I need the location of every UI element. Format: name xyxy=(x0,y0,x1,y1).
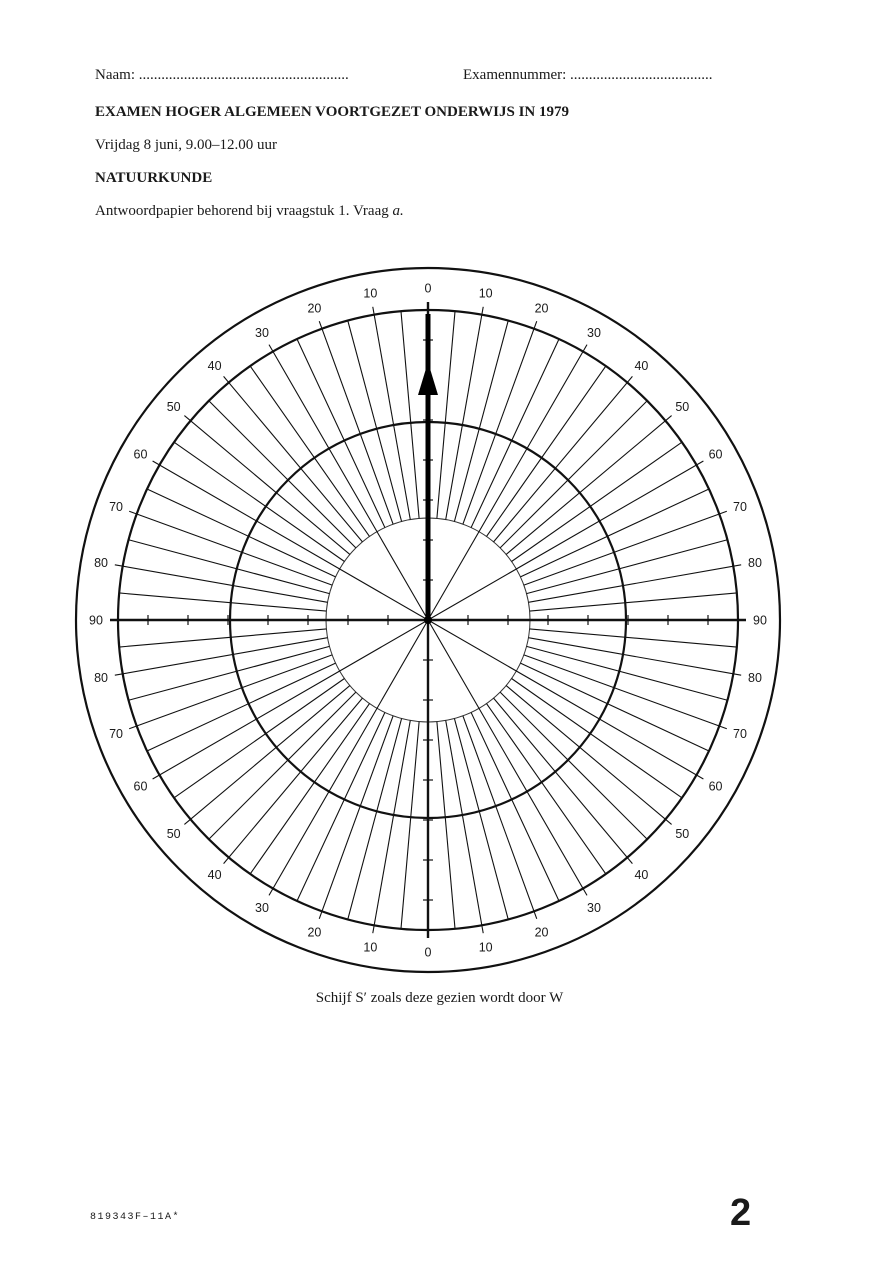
radial-line xyxy=(487,704,606,874)
angle-label: 20 xyxy=(534,925,549,940)
angle-label: 50 xyxy=(166,400,181,415)
arrow-head-icon xyxy=(418,362,438,395)
page-number: 2 xyxy=(730,1192,752,1234)
radial-line xyxy=(401,722,419,929)
radial-line xyxy=(184,416,349,555)
angle-label: 40 xyxy=(634,359,649,374)
radial-line xyxy=(437,311,455,518)
radial-line xyxy=(119,593,326,611)
angle-label: 20 xyxy=(307,925,322,940)
radial-line xyxy=(224,698,363,863)
radial-line xyxy=(446,307,484,520)
angle-label: 90 xyxy=(89,613,103,628)
angle-label: 80 xyxy=(94,555,108,570)
examennummer-field: Examennummer: ...................................... xyxy=(463,67,713,83)
radial-line xyxy=(512,679,682,798)
radial-line xyxy=(373,307,411,520)
angle-label: 10 xyxy=(363,286,378,301)
radial-line xyxy=(520,663,709,751)
center-point xyxy=(424,616,432,624)
radial-line xyxy=(528,565,741,603)
angle-label: 90 xyxy=(753,613,767,628)
instruction-prefix: Antwoordpapier behorend bij vraagstuk 1. Vraag xyxy=(95,203,393,219)
angle-label: 80 xyxy=(94,671,108,686)
radial-line xyxy=(297,712,385,901)
angle-label: 50 xyxy=(675,826,690,841)
angle-label: 40 xyxy=(207,867,222,882)
radial-line xyxy=(528,638,741,676)
angle-label: 70 xyxy=(733,499,747,514)
angle-label: 80 xyxy=(748,671,762,686)
angle-label: 50 xyxy=(166,826,181,841)
naam-field: Naam: ........................................................ xyxy=(95,67,349,83)
radial-line xyxy=(506,416,671,555)
radial-line xyxy=(115,638,328,676)
radial-line xyxy=(494,376,633,541)
exam-title: EXAMEN HOGER ALGEMEEN VOORTGEZET ONDERWIJS IN 1979 xyxy=(95,104,570,120)
angle-label: 10 xyxy=(478,940,493,955)
radial-line xyxy=(520,489,709,577)
angle-label: 30 xyxy=(587,325,601,340)
exam-date: Vrijdag 8 juni, 9.00–12.00 uur xyxy=(95,137,277,153)
angle-label: 70 xyxy=(109,727,123,742)
angle-label: 20 xyxy=(307,301,322,316)
radial-line xyxy=(209,692,356,839)
figure-caption: Schijf S′ zoals deze gezien wordt door W xyxy=(315,990,564,1006)
radial-line xyxy=(500,692,647,839)
radial-line xyxy=(471,339,559,528)
radial-line xyxy=(147,663,336,751)
angle-label: 30 xyxy=(587,901,601,916)
angle-label: 70 xyxy=(109,499,123,514)
radial-line xyxy=(446,720,484,933)
angle-label: 30 xyxy=(255,325,269,340)
radial-line xyxy=(224,376,363,541)
radial-line xyxy=(174,679,344,798)
document-code: 819343F–11A* xyxy=(90,1212,181,1223)
angle-label: 40 xyxy=(207,359,222,374)
angle-label: 60 xyxy=(133,447,148,462)
radial-line xyxy=(437,722,455,929)
radial-line xyxy=(147,489,336,577)
radial-line xyxy=(530,593,737,611)
angle-label: 30 xyxy=(255,901,269,916)
radial-line xyxy=(209,401,356,548)
exam-subject: NATUURKUNDE xyxy=(95,170,213,186)
radial-line xyxy=(250,704,369,874)
radial-line xyxy=(119,629,326,647)
radial-line xyxy=(500,401,647,548)
radial-line xyxy=(297,339,385,528)
angle-label: 70 xyxy=(733,727,747,742)
angle-label: 50 xyxy=(675,400,690,415)
radial-line xyxy=(487,366,606,536)
angle-label: 40 xyxy=(634,867,649,882)
radial-line xyxy=(401,311,419,518)
angle-label: 20 xyxy=(534,301,549,316)
radial-line xyxy=(250,366,369,536)
radial-line xyxy=(506,686,671,825)
radial-line xyxy=(530,629,737,647)
radial-line xyxy=(174,442,344,561)
radial-line xyxy=(184,686,349,825)
radial-line xyxy=(512,442,682,561)
radial-line xyxy=(471,712,559,901)
angle-label: 0 xyxy=(424,945,432,960)
angle-label: 60 xyxy=(708,447,723,462)
radial-line xyxy=(115,565,328,603)
radial-line xyxy=(494,698,633,863)
angle-label: 80 xyxy=(748,555,762,570)
angle-label: 60 xyxy=(708,779,723,794)
angle-label: 60 xyxy=(133,779,148,794)
angle-label: 10 xyxy=(478,286,493,301)
instruction-question: a. xyxy=(392,203,404,219)
angle-label: 0 xyxy=(424,281,432,296)
angle-label: 10 xyxy=(363,940,378,955)
radial-line xyxy=(373,720,411,933)
